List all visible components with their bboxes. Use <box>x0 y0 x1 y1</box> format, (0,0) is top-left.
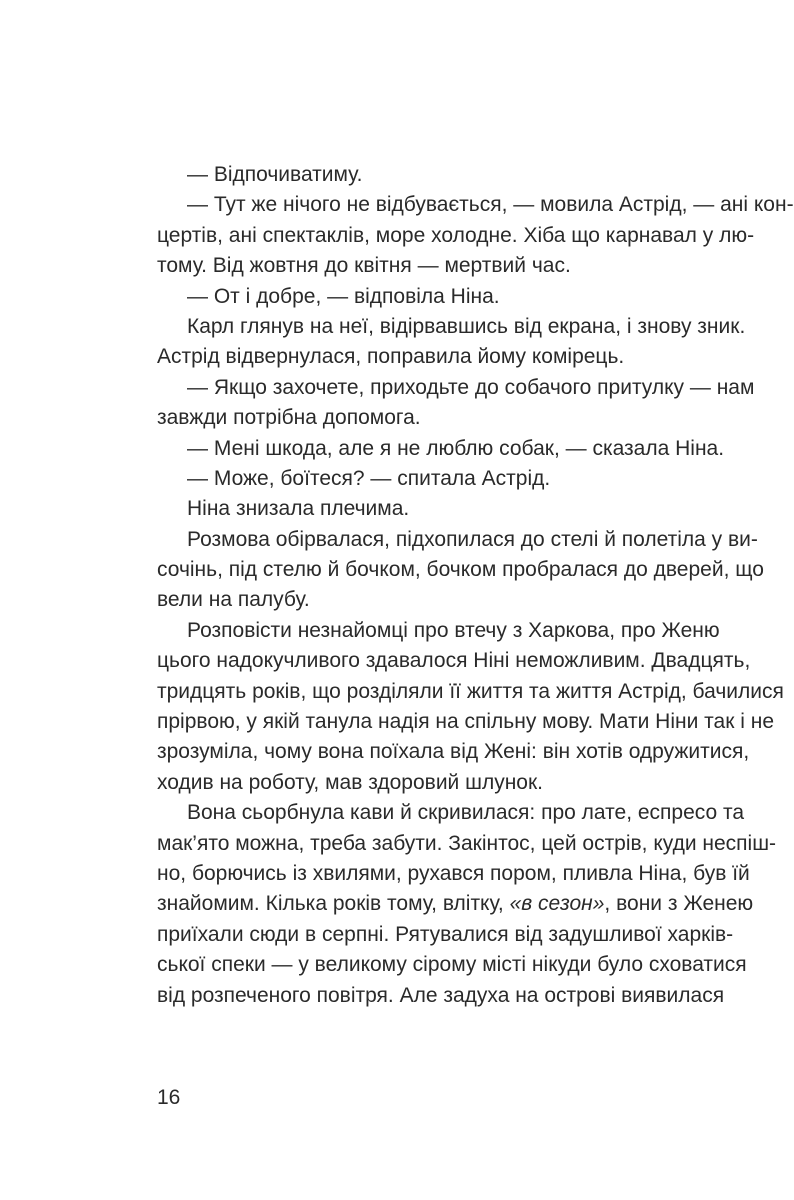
text-line: цертів, ані спектаклів, море холодне. Хіба що карнавал у лю- <box>157 223 755 247</box>
text-line: — Мені шкода, але я не люблю собак, — сказала Ніна. <box>187 436 725 460</box>
text-line: ської спеки — у великому сірому місті нікуди було сховатися <box>157 953 747 977</box>
text-line: Розповісти незнайомці про втечу з Харкова, про Женю <box>187 618 720 642</box>
text-line: — Тут же нічого не відбувається, — мовила Астрід, — ані кон- <box>187 193 794 217</box>
text-line: — От і добре, — відповіла Ніна. <box>187 284 500 308</box>
text-line: — Якщо захочете, приходьте до собачого притулку — нам <box>187 375 755 399</box>
text-line: вели на палубу. <box>157 588 310 612</box>
text-line: тому. Від жовтня до квітня — мертвий час. <box>157 254 571 278</box>
text-line-mixed <box>157 889 754 919</box>
text-line: завжди потрібна допомога. <box>157 406 421 430</box>
text-line: зрозуміла, чому вона поїхала від Жені: він хотів одружитися, <box>157 740 750 764</box>
italic-phrase: «в сезон» <box>509 892 605 916</box>
text-segment: знайомим. Кілька років тому, влітку, <box>157 892 510 916</box>
text-line: від розпеченого повітря. Але задуха на острові виявилася <box>157 983 725 1007</box>
text-segment: , вони з Женею <box>604 892 754 916</box>
body-text <box>157 160 794 1011</box>
text-line: сочінь, під стелю й бочком, бочком пробралася до дверей, що <box>157 558 764 582</box>
text-line: Розмова обірвалася, підхопилася до стелі й полетіла у ви- <box>187 527 758 551</box>
text-line: — Відпочиватиму. <box>187 163 363 186</box>
text-line: Астрід відвернулася, поправила йому комірець. <box>157 345 625 369</box>
text-line: Ніна знизала плечима. <box>187 497 410 521</box>
text-line: прірвою, у якій танула надія на спільну мову. Мати Ніни так і не <box>157 710 775 734</box>
text-line: ходив на роботу, мав здоровий шлунок. <box>157 770 544 794</box>
text-line: Карл глянув на неї, відірвавшись від екрана, і знову зник. <box>187 314 746 338</box>
page-number: 16 <box>157 1086 181 1109</box>
text-line: приїхали сюди в серпні. Рятувалися від задушливої харків- <box>157 922 734 946</box>
text-line: мак’ято можна, треба забути. Закінтос, цей острів, куди неспіш- <box>157 831 777 855</box>
text-line: но, борючись із хвилями, рухався пором, пливла Ніна, був їй <box>157 861 750 885</box>
text-line: цього надокучливого здавалося Ніні неможливим. Двадцять, <box>157 649 751 673</box>
text-line: — Може, боїтеся? — спитала Астрід. <box>187 466 551 490</box>
text-line: Вона сьорбнула кави й скривилася: про лате, еспресо та <box>187 801 745 825</box>
text-line: тридцять років, що розділяли її життя та життя Астрід, бачилися <box>157 679 784 703</box>
